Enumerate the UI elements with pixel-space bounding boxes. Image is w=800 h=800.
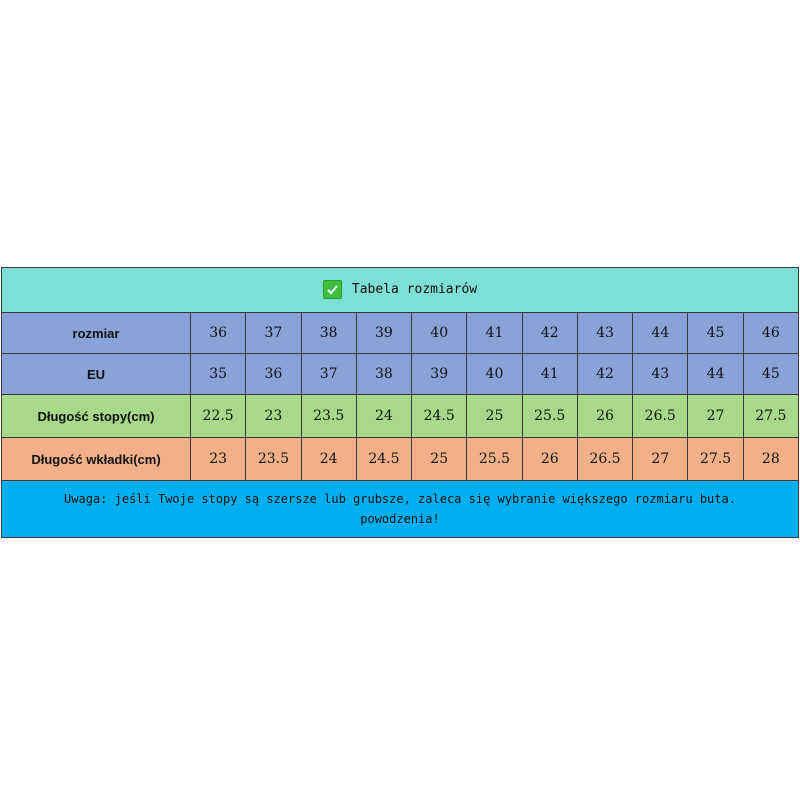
size-cell: 43	[577, 313, 632, 354]
size-cell: 37	[246, 313, 301, 354]
size-row	[2, 438, 799, 481]
title-row	[2, 268, 799, 313]
size-cell: 27.5	[743, 395, 798, 438]
size-cell: 40	[412, 313, 467, 354]
size-cell: 27	[688, 395, 743, 438]
size-cell: 23	[246, 395, 301, 438]
size-cell: 26.5	[633, 395, 688, 438]
size-chart-table	[1, 267, 799, 538]
size-cell: 23.5	[246, 438, 301, 481]
size-cell: 27.5	[688, 438, 743, 481]
size-cell: 37	[301, 354, 356, 395]
size-cell: 36	[246, 354, 301, 395]
size-cell: 25.5	[522, 395, 577, 438]
size-cell: 26.5	[577, 438, 632, 481]
size-cell: 35	[191, 354, 246, 395]
note-cell	[2, 481, 799, 538]
size-cell: 24	[356, 395, 411, 438]
size-cell: 25	[412, 438, 467, 481]
size-cell: 24.5	[356, 438, 411, 481]
note-closing: powodzenia!	[360, 512, 440, 526]
size-cell: 46	[743, 313, 798, 354]
size-cell: 23	[191, 438, 246, 481]
size-cell: 22.5	[191, 395, 246, 438]
size-cell: 39	[412, 354, 467, 395]
size-cell: 25.5	[467, 438, 522, 481]
size-cell: 27	[633, 438, 688, 481]
size-cell: 45	[688, 313, 743, 354]
size-row	[2, 395, 799, 438]
size-rows	[2, 313, 799, 481]
title-cell	[2, 268, 799, 313]
size-cell: 28	[743, 438, 798, 481]
size-cell: 39	[356, 313, 411, 354]
size-cell: 38	[356, 354, 411, 395]
note-text: Uwaga: jeśli Twoje stopy są szersze lub grubsze, zaleca się wybranie większego rozmiaru buta.	[64, 492, 736, 506]
size-cell: 24	[301, 438, 356, 481]
size-cell: 26	[522, 438, 577, 481]
size-cell: 36	[191, 313, 246, 354]
size-cell: 26	[577, 395, 632, 438]
size-row	[2, 354, 799, 395]
size-cell: 43	[633, 354, 688, 395]
size-cell: 44	[688, 354, 743, 395]
row-label: rozmiar	[2, 313, 191, 354]
size-row	[2, 313, 799, 354]
check-icon	[323, 280, 342, 299]
size-cell: 45	[743, 354, 798, 395]
size-cell: 41	[467, 313, 522, 354]
size-cell: 42	[577, 354, 632, 395]
size-cell: 42	[522, 313, 577, 354]
table-title: Tabela rozmiarów	[351, 281, 478, 297]
row-label: Długość stopy(cm)	[2, 395, 191, 438]
size-cell: 25	[467, 395, 522, 438]
note-row	[2, 481, 799, 538]
row-label: Długość wkładki(cm)	[2, 438, 191, 481]
row-label: EU	[2, 354, 191, 395]
size-cell: 41	[522, 354, 577, 395]
size-cell: 24.5	[412, 395, 467, 438]
size-cell: 23.5	[301, 395, 356, 438]
size-cell: 44	[633, 313, 688, 354]
size-cell: 38	[301, 313, 356, 354]
size-cell: 40	[467, 354, 522, 395]
